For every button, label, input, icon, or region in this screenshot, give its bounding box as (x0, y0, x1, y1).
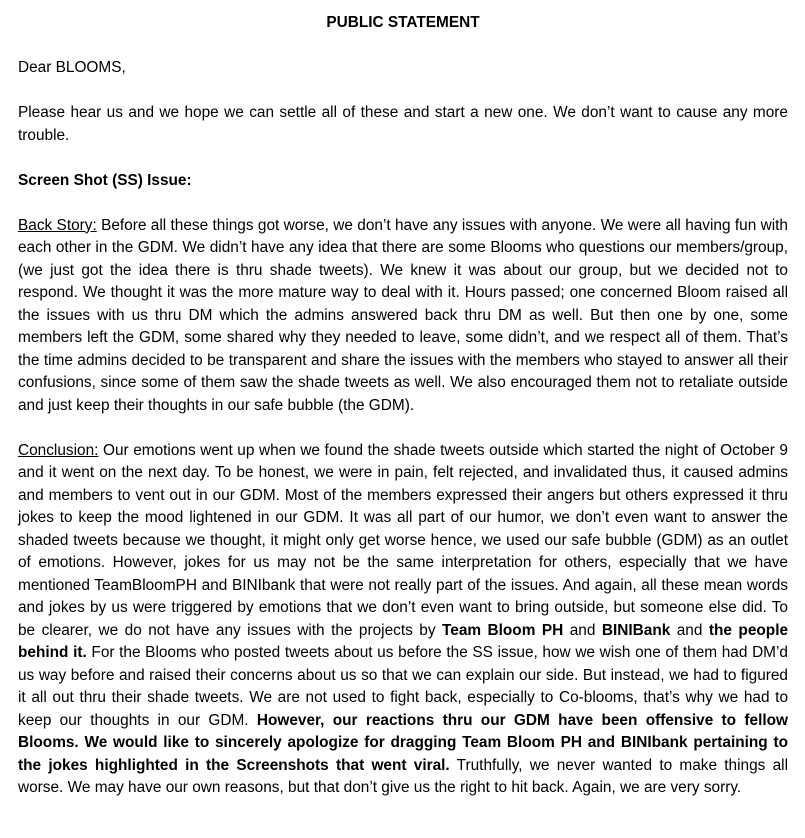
conclusion-text-5: Truthfully, we never wanted to make things all worse. We may have our own reasons, but that don’t give us the right to hit back. Again, we are very sorry. (18, 756, 788, 796)
conclusion-text-4: For the Blooms who posted tweets about us before the SS issue, how we wish one of them had DM’d us way before and raised their concerns about us so that we can explain our side. But instead, we had to figured it all out thru their shade tweets. We are not used to fight back, especially to Co-blooms, that’s why we had to keep our thoughts in our GDM. (18, 644, 788, 729)
conclusion-bold-apology: However, our reactions thru our GDM have been offensive to fellow Blooms. We would like to sincerely apologize for dragging Team Bloom PH and BINIbank pertaining to the jokes highlighted in the Screenshots that went viral. (18, 711, 788, 774)
conclusion-paragraph (18, 440, 788, 800)
conclusion-text-1: Our emotions went up when we found the shade tweets outside which started the night of October 9 and it went on the next day. To be honest, we were in pain, felt rejected, and invalidated thus, it caused admins and members to vent out in our GDM. Most of the members expressed their angers but others expressed it thru jokes to keep the mood lightened in our GDM. It was all part of our humor, we don’t even want to answer the shaded tweets because we thought, it might only get worse hence, we used our safe bubble (GDM) as an outlet of emotions. However, jokes for us may not be the same interpretation for others, especially that we have mentioned TeamBloomPH and BINIbank that were not really part of the issues. And again, all these mean words and jokes by us were triggered by emotions that we don’t even want to bring outside, but someone else did. To be clearer, we do not have any issues with the projects by (18, 441, 788, 639)
document-title: PUBLIC STATEMENT (326, 14, 480, 31)
back-story-text: Before all these things got worse, we don’t have any issues with anyone. We were all having fun with each other in the GDM. We didn’t have any idea that there are some Blooms who questions our members/group, (we just got the idea there is thru shade tweets). We knew it was about our group, but we decided not to respond. We thought it was the more mature way to deal with it. Hours passed; one concerned Bloom raised all the issues with us thru DM which the admins answered back thru DM as well. But then one by one, some members left the GDM, some shared why they needed to leave, some didn’t, and we respect all of them. That’s the time admins decided to be transparent and share the issues with the members who stayed to answer all their confusions, since some of them saw the shade tweets as well. We also encouraged them not to retaliate outside and just keep their thoughts in our safe bubble (the GDM). (18, 216, 788, 414)
intro-paragraph: Please hear us and we hope we can settle all of these and start a new one. We don’t want to cause any more trouble. (18, 104, 788, 144)
conclusion-label: Conclusion: (18, 441, 99, 459)
document-page (18, 12, 788, 822)
conclusion-bold-binibank: BINIBank (601, 621, 671, 639)
back-story-paragraph (18, 215, 788, 418)
conclusion-bold-team-bloom: Team Bloom PH (442, 621, 564, 639)
conclusion-text-3: and (670, 621, 709, 639)
salutation: Dear BLOOMS, (18, 59, 126, 76)
conclusion-text-2: and (563, 621, 602, 639)
section-heading: Screen Shot (SS) Issue: (18, 171, 192, 189)
conclusion-bold-people: the people behind it. (18, 621, 789, 661)
back-story-label: Back Story: (18, 216, 97, 234)
